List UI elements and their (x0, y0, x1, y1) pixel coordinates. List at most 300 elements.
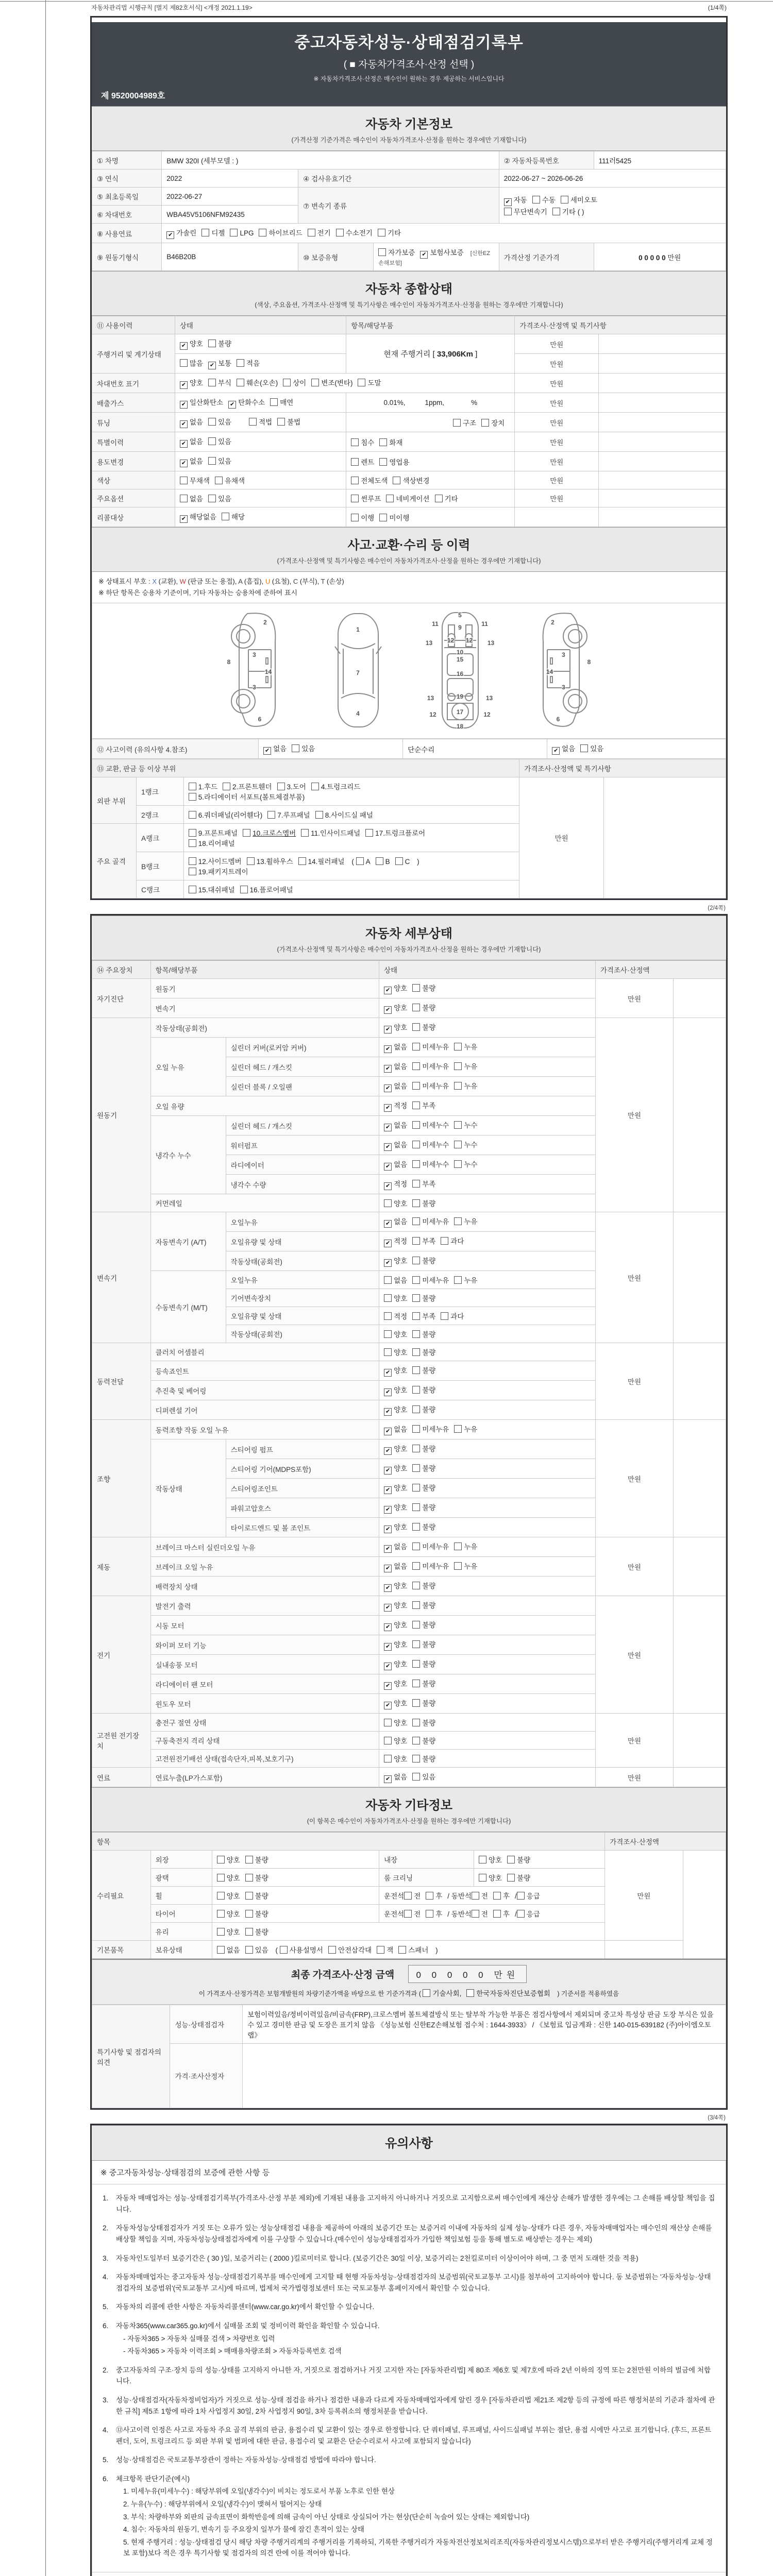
checkbox-checked[interactable]: ✔ (263, 747, 271, 755)
checkbox-unchecked[interactable] (217, 1946, 225, 1954)
checkbox-unchecked[interactable] (270, 398, 278, 406)
checkbox-checked[interactable]: ✔ (384, 1604, 392, 1612)
checkbox-unchecked[interactable] (412, 1601, 420, 1609)
checkbox-label: 미세누유 (422, 1563, 449, 1571)
checkbox-unchecked[interactable] (454, 1062, 462, 1070)
checkbox-unchecked[interactable] (308, 229, 315, 236)
table-cell (379, 1307, 596, 1325)
checkbox-checked[interactable]: ✔ (180, 515, 188, 523)
table-cell: 만원 (515, 374, 599, 393)
checkbox-unchecked[interactable] (552, 208, 560, 215)
checkbox-checked[interactable]: ✔ (384, 1388, 392, 1396)
checkbox-unchecked[interactable] (351, 458, 359, 466)
checkbox-unchecked[interactable] (412, 1680, 420, 1687)
checkbox-option (351, 456, 374, 467)
checkbox-unchecked[interactable] (479, 1856, 486, 1863)
table-row (92, 224, 726, 243)
checkbox-checked[interactable]: ✔ (228, 401, 236, 409)
checkbox-checked[interactable]: ✔ (384, 1045, 392, 1053)
checkbox-unchecked[interactable] (395, 857, 403, 865)
checkbox-checked[interactable]: ✔ (384, 1467, 392, 1475)
checkbox-checked[interactable]: ✔ (384, 1565, 392, 1572)
checkbox-unchecked[interactable] (180, 359, 188, 367)
checkbox-unchecked[interactable] (453, 419, 461, 427)
table-cell (379, 1289, 596, 1307)
checkbox-option (217, 1854, 240, 1865)
checkbox-label: 응급 (526, 1910, 540, 1919)
checkbox-unchecked[interactable] (412, 1484, 420, 1492)
checkbox-unchecked[interactable] (412, 1141, 420, 1148)
checkbox-unchecked[interactable] (412, 1562, 420, 1570)
checkbox-unchecked[interactable] (384, 1312, 392, 1320)
checkbox-unchecked[interactable] (351, 495, 359, 502)
checkbox-unchecked[interactable] (412, 1348, 420, 1356)
checkbox-unchecked[interactable] (189, 839, 196, 847)
checkbox-unchecked[interactable] (280, 1946, 288, 1954)
checkbox-label: 일산화탄소 (189, 399, 224, 406)
table-cell: 파워고압호스 (226, 1498, 379, 1518)
checkbox-unchecked[interactable] (532, 196, 540, 204)
checkbox-unchecked[interactable] (426, 1892, 433, 1900)
notice-a-list (92, 2184, 726, 2572)
checkbox-unchecked[interactable] (217, 1856, 225, 1863)
checkbox-unchecked[interactable] (358, 379, 365, 386)
checkbox-unchecked[interactable] (412, 1582, 420, 1589)
checkbox-label: 훼손(오손) (246, 379, 278, 387)
checkbox-checked[interactable]: ✔ (384, 1259, 392, 1267)
checkbox-checked[interactable]: ✔ (180, 401, 188, 409)
checkbox-checked[interactable]: ✔ (384, 1369, 392, 1377)
checkbox-unchecked[interactable] (315, 811, 323, 819)
checkbox-unchecked[interactable] (384, 1199, 392, 1207)
checkbox-unchecked[interactable] (412, 1543, 420, 1550)
checkbox-unchecked[interactable] (412, 1366, 420, 1374)
checkbox-unchecked[interactable] (412, 1386, 420, 1394)
checkbox-checked[interactable]: ✔ (180, 342, 188, 350)
checkbox-label: 양호 (394, 1331, 408, 1339)
checkbox-unchecked[interactable] (208, 340, 216, 347)
checkbox-checked[interactable]: ✔ (384, 1220, 392, 1228)
table-cell (183, 824, 519, 852)
notice-item-text: 자동차매매업자는 중고자동차 성능·상태점검기록부를 매수인에게 고지할 때 현행 자동차성능·상태점검자의 보증범위(국토교통부 고시)를 첨부하여 고지하여야 합니다. 동 보증범위는 '자동차성능·상태점검자의 보증범위'(국토교통부 고시)에 따르며, 법제처 국가법령정보센터 또는 국토교통부 홈페이지에서 확인할 수 있습니다. (116, 2273, 711, 2292)
table-cell (605, 1941, 683, 1959)
checkbox-option (384, 1521, 407, 1533)
checkbox-unchecked[interactable] (493, 1910, 501, 1918)
checkbox-unchecked[interactable] (454, 1276, 462, 1284)
checkbox-unchecked[interactable] (351, 438, 359, 446)
table-cell: 동력전달 (92, 1343, 151, 1420)
table-cell (379, 1251, 596, 1271)
checkbox-unchecked[interactable] (412, 1464, 420, 1472)
checkbox-unchecked[interactable] (189, 783, 196, 790)
checkbox-unchecked[interactable] (393, 477, 400, 484)
checkbox-unchecked[interactable] (466, 1989, 474, 1997)
table-cell: 실내송풍 모터 (150, 1655, 379, 1674)
text: A (238, 578, 243, 585)
table-row (92, 1596, 726, 1616)
checkbox-unchecked[interactable] (454, 1043, 462, 1050)
checkbox-unchecked[interactable] (479, 1874, 486, 1882)
checkbox-unchecked[interactable] (412, 1312, 420, 1320)
table-row (92, 316, 726, 334)
diagram-part-number: 3 (253, 683, 256, 691)
checkbox-unchecked[interactable] (412, 1737, 420, 1744)
checkbox-checked[interactable]: ✔ (384, 1240, 392, 1247)
checkbox-unchecked[interactable] (230, 229, 238, 236)
checkbox-label: 불량 (255, 1856, 268, 1865)
checkbox-unchecked[interactable] (493, 1892, 501, 1900)
checkbox-unchecked[interactable] (336, 229, 344, 236)
checkbox-unchecked[interactable] (356, 857, 364, 865)
checkbox-unchecked[interactable] (351, 514, 359, 521)
checkbox-unchecked[interactable] (377, 1946, 384, 1954)
text: % (471, 399, 478, 406)
checkbox-unchecked[interactable] (517, 1892, 525, 1900)
checkbox-unchecked[interactable] (247, 857, 255, 865)
checkbox-unchecked[interactable] (384, 1755, 392, 1762)
checkbox-unchecked[interactable] (412, 1755, 420, 1762)
checkbox-unchecked[interactable] (379, 514, 387, 521)
checkbox-option (412, 1216, 449, 1226)
checkbox-checked[interactable]: ✔ (384, 1124, 392, 1131)
checkbox-unchecked[interactable] (267, 811, 275, 819)
table-row (92, 739, 726, 759)
checkbox-unchecked[interactable] (208, 379, 216, 386)
checkbox-unchecked[interactable] (208, 495, 216, 502)
checkbox-option (180, 416, 203, 428)
checkbox-unchecked[interactable] (398, 1946, 406, 1954)
checkbox-checked[interactable]: ✔ (384, 1643, 392, 1651)
checkbox-unchecked[interactable] (412, 1004, 420, 1011)
checkbox-unchecked[interactable] (379, 438, 387, 446)
checkbox-checked[interactable]: ✔ (384, 1163, 392, 1171)
table-cell: 오일누유 (226, 1271, 379, 1289)
table-cell (379, 1096, 596, 1116)
checkbox-checked[interactable]: ✔ (166, 231, 174, 239)
table-cell: 냉각수 누수 (150, 1116, 226, 1194)
text: / 동반석 (447, 1910, 472, 1919)
checkbox-unchecked[interactable] (180, 495, 188, 502)
checkbox-label: 2.프론트휀더 (232, 783, 272, 791)
checkbox-option (377, 1944, 393, 1955)
table-cell: 만원 (515, 334, 599, 354)
checkbox-unchecked[interactable] (517, 1910, 525, 1918)
table-cell: 만원 (515, 432, 599, 452)
checkbox-unchecked[interactable] (412, 1425, 420, 1433)
checkbox-unchecked[interactable] (454, 1082, 462, 1090)
checkbox-unchecked[interactable] (245, 1856, 253, 1863)
checkbox-label: 미세누유 (422, 1543, 449, 1551)
checkbox-checked[interactable]: ✔ (384, 1065, 392, 1073)
checkbox-checked[interactable]: ✔ (384, 1408, 392, 1416)
checkbox-unchecked[interactable] (217, 1910, 225, 1918)
checkbox-option (189, 827, 238, 838)
checkbox-unchecked[interactable] (580, 744, 588, 752)
checkbox-unchecked[interactable] (454, 1217, 462, 1225)
table-cell: 외장 (150, 1851, 212, 1869)
checkbox-unchecked[interactable] (378, 248, 386, 256)
checkbox-option (412, 1521, 435, 1532)
checkbox-unchecked[interactable] (189, 811, 196, 819)
checkbox-unchecked[interactable] (384, 1737, 392, 1744)
table-cell (346, 334, 515, 374)
checkbox-unchecked[interactable] (412, 1773, 420, 1781)
checkbox-unchecked[interactable] (441, 1312, 448, 1320)
checkbox-label: 적정 (394, 1180, 408, 1189)
checkbox-unchecked[interactable] (277, 783, 285, 790)
checkbox-checked[interactable]: ✔ (420, 251, 428, 259)
checkbox-label: 화재 (389, 438, 403, 447)
checkbox-unchecked[interactable] (412, 1043, 420, 1050)
checkbox-unchecked[interactable] (412, 984, 420, 992)
table-cell (379, 1343, 596, 1361)
checkbox-unchecked[interactable] (386, 495, 394, 502)
checkbox-unchecked[interactable] (215, 477, 223, 484)
checkbox-unchecked[interactable] (245, 1928, 253, 1936)
checkbox-unchecked[interactable] (412, 1257, 420, 1264)
checkbox-unchecked[interactable] (412, 1699, 420, 1707)
checkbox-unchecked[interactable] (277, 418, 285, 426)
checkbox-unchecked[interactable] (454, 1425, 462, 1433)
checkbox-unchecked[interactable] (412, 1660, 420, 1668)
checkbox-checked[interactable]: ✔ (552, 747, 560, 755)
checkbox-label: 불량 (517, 1874, 531, 1883)
checkbox-label: 보통 (217, 360, 232, 367)
diagram-part-number: 9 (458, 623, 462, 631)
checkbox-unchecked[interactable] (472, 1910, 479, 1918)
checkbox-option (365, 827, 425, 838)
section-accident-title: 사고·교환·수리 등 이력 (347, 538, 470, 552)
table-cell (243, 2044, 726, 2108)
checkbox-unchecked[interactable] (237, 359, 244, 367)
checkbox-unchecked[interactable] (412, 1199, 420, 1207)
checkbox-unchecked[interactable] (298, 857, 306, 865)
checkbox-checked[interactable]: ✔ (180, 440, 188, 448)
table-cell: 만원 (595, 1537, 673, 1596)
checkbox-unchecked[interactable] (423, 1989, 430, 1997)
checkbox-unchecked[interactable] (292, 744, 299, 752)
checkbox-unchecked[interactable] (376, 857, 383, 865)
checkbox-checked[interactable]: ✔ (180, 420, 188, 428)
checkbox-unchecked[interactable] (412, 1640, 420, 1648)
checkbox-label: 미세누유 (422, 1277, 449, 1285)
checkbox-option (384, 1080, 407, 1092)
table-cell: 수동변속기 (M/T) (150, 1271, 226, 1343)
checkbox-unchecked[interactable] (208, 437, 216, 445)
checkbox-unchecked[interactable] (249, 418, 257, 426)
table-cell (379, 1905, 605, 1923)
checkbox-checked[interactable]: ✔ (384, 1623, 392, 1631)
checkbox-unchecked[interactable] (435, 495, 443, 502)
checkbox-unchecked[interactable] (454, 1543, 462, 1550)
checkbox-checked[interactable]: ✔ (384, 1775, 392, 1783)
checkbox-unchecked[interactable] (412, 1621, 420, 1629)
checkbox-checked[interactable]: ✔ (384, 1702, 392, 1709)
checkbox-label: 있음 (217, 495, 232, 503)
checkbox-unchecked[interactable] (351, 477, 359, 484)
checkbox-unchecked[interactable] (259, 229, 266, 236)
checkbox-unchecked[interactable] (441, 1237, 448, 1245)
checkbox-unchecked[interactable] (561, 196, 568, 204)
checkbox-unchecked[interactable] (412, 1719, 420, 1726)
checkbox-checked[interactable]: ✔ (384, 1026, 392, 1033)
checkbox-unchecked[interactable] (384, 1330, 392, 1338)
checkbox-unchecked[interactable] (507, 1856, 515, 1863)
checkbox-unchecked[interactable] (384, 1719, 392, 1726)
checkbox-unchecked[interactable] (384, 1348, 392, 1356)
checkbox-unchecked[interactable] (412, 1160, 420, 1168)
checkbox-unchecked[interactable] (245, 1892, 253, 1900)
checkbox-unchecked[interactable] (180, 477, 188, 484)
checkbox-checked[interactable]: ✔ (384, 1506, 392, 1514)
checkbox-unchecked[interactable] (222, 513, 229, 520)
checkbox-unchecked[interactable] (245, 1874, 253, 1882)
checkbox-unchecked[interactable] (223, 783, 230, 790)
checkbox-unchecked[interactable] (189, 829, 196, 837)
checkbox-checked[interactable]: ✔ (384, 1428, 392, 1435)
checkbox-unchecked[interactable] (507, 1874, 515, 1882)
checkbox-unchecked[interactable] (412, 1405, 420, 1413)
diagram-part-number: 14 (546, 668, 553, 675)
checkbox-checked[interactable]: ✔ (384, 1447, 392, 1455)
checkbox-checked[interactable]: ✔ (384, 1545, 392, 1553)
checkbox-option (412, 1347, 435, 1357)
checkbox-unchecked[interactable] (504, 208, 512, 215)
checkbox-checked[interactable]: ✔ (384, 1486, 392, 1494)
table-cell: 윈도우 모터 (150, 1694, 379, 1714)
checkbox-unchecked[interactable] (404, 1910, 412, 1918)
checkbox-label: 불량 (422, 1680, 436, 1688)
checkbox-option (412, 982, 435, 993)
checkbox-label: 없음 (189, 457, 203, 465)
checkbox-unchecked[interactable] (454, 1562, 462, 1570)
table-row (92, 961, 726, 979)
checkbox-checked[interactable]: ✔ (384, 987, 392, 994)
checkbox-checked[interactable]: ✔ (384, 1663, 392, 1670)
checkbox-unchecked[interactable] (208, 418, 216, 426)
table-cell: 연료누출(LP가스포함) (150, 1768, 379, 1787)
checkbox-unchecked[interactable] (426, 1910, 433, 1918)
text: ) 기준서를 적용하였음 (555, 1990, 619, 1998)
checkbox-unchecked[interactable] (189, 793, 196, 801)
checkbox-label: 양호 (488, 1874, 502, 1883)
checkbox-unchecked[interactable] (328, 1946, 336, 1954)
checkbox-label: 양호 (394, 1367, 408, 1375)
checkbox-unchecked[interactable] (237, 379, 244, 386)
checkbox-unchecked[interactable] (208, 457, 216, 465)
checkbox-label: 없음 (189, 418, 203, 426)
checkbox-unchecked[interactable] (311, 783, 319, 790)
checkbox-checked[interactable]: ✔ (384, 1006, 392, 1014)
checkbox-unchecked[interactable] (454, 1121, 462, 1129)
checkbox-unchecked[interactable] (404, 1892, 412, 1900)
checkbox-unchecked[interactable] (283, 379, 291, 386)
checkbox-unchecked[interactable] (412, 1276, 420, 1284)
notice-item (103, 2365, 715, 2387)
text: [신한EZ손해보험] (378, 250, 491, 266)
checkbox-unchecked[interactable] (412, 1180, 420, 1188)
table-cell (599, 452, 726, 471)
checkbox-unchecked[interactable] (384, 1276, 392, 1284)
notice-item (103, 2272, 715, 2294)
text: 33,906Km (436, 350, 473, 359)
checkbox-unchecked[interactable] (311, 379, 319, 386)
checkbox-checked[interactable]: ✔ (384, 1584, 392, 1592)
checkbox-unchecked[interactable] (379, 458, 387, 466)
checkbox-checked[interactable]: ✔ (384, 1084, 392, 1092)
checkbox-checked[interactable]: ✔ (384, 1526, 392, 1533)
checkbox-unchecked[interactable] (412, 1023, 420, 1031)
checkbox-unchecked[interactable] (189, 886, 196, 893)
checkbox-unchecked[interactable] (189, 868, 196, 875)
checkbox-unchecked[interactable] (412, 1294, 420, 1302)
table-cell (683, 1851, 726, 1959)
checkbox-unchecked[interactable] (384, 1294, 392, 1302)
checkbox-unchecked[interactable] (412, 1121, 420, 1129)
checkbox-label: 불량 (422, 1406, 436, 1414)
checkbox-unchecked[interactable] (412, 1237, 420, 1245)
checkbox-unchecked[interactable] (412, 1330, 420, 1338)
section-accident-note: (가격조사·산정액 및 특기사항은 매수인이 자동차가격조사·산정을 원하는 경우에만 기재합니다) (277, 557, 541, 565)
checkbox-option (384, 1561, 407, 1572)
checkbox-unchecked[interactable] (201, 229, 209, 236)
checkbox-unchecked[interactable] (412, 1217, 420, 1225)
checkbox-checked[interactable]: ✔ (504, 198, 512, 206)
checkbox-label: 5.라디에이터 서포트(볼트체결부품) (198, 793, 305, 802)
table-row (92, 413, 726, 432)
checkbox-option (453, 417, 476, 428)
checkbox-unchecked[interactable] (472, 1892, 479, 1900)
checkbox-checked[interactable]: ✔ (384, 1182, 392, 1190)
checkbox-checked[interactable]: ✔ (180, 381, 188, 389)
checkbox-unchecked[interactable] (301, 829, 309, 837)
checkbox-checked[interactable]: ✔ (180, 460, 188, 467)
checkbox-checked[interactable]: ✔ (384, 1143, 392, 1151)
table-cell: 보유상태 (150, 1941, 212, 1959)
checkbox-unchecked[interactable] (412, 1445, 420, 1452)
checkbox-label: 과다 (450, 1313, 464, 1321)
checkbox-unchecked[interactable] (240, 886, 248, 893)
checkbox-checked[interactable]: ✔ (208, 362, 216, 369)
checkbox-option (249, 416, 272, 427)
checkbox-checked[interactable]: ✔ (384, 1104, 392, 1112)
checkbox-unchecked[interactable] (412, 1082, 420, 1090)
checkbox-unchecked[interactable] (454, 1160, 462, 1168)
checkbox-checked[interactable]: ✔ (384, 1682, 392, 1690)
checkbox-unchecked[interactable] (217, 1928, 225, 1936)
checkbox-unchecked[interactable] (217, 1892, 225, 1900)
checkbox-unchecked[interactable] (454, 1141, 462, 1148)
table-cell (374, 243, 499, 271)
checkbox-unchecked[interactable] (245, 1946, 253, 1954)
checkbox-label: 9.프론트패널 (198, 829, 238, 838)
checkbox-unchecked[interactable] (412, 1503, 420, 1511)
diagram-part-number: 11 (481, 620, 488, 628)
checkbox-unchecked[interactable] (217, 1874, 225, 1882)
checkbox-unchecked[interactable] (365, 829, 373, 837)
checkbox-unchecked[interactable] (378, 229, 385, 236)
checkbox-unchecked[interactable] (243, 829, 250, 837)
checkbox-unchecked[interactable] (412, 1101, 420, 1109)
checkbox-option (384, 1619, 407, 1631)
checkbox-label: 불량 (422, 1386, 436, 1395)
checkbox-unchecked[interactable] (189, 857, 196, 865)
checkbox-unchecked[interactable] (412, 1523, 420, 1531)
checkbox-unchecked[interactable] (245, 1910, 253, 1918)
checkbox-option (384, 1423, 407, 1435)
checkbox-unchecked[interactable] (481, 419, 489, 427)
checkbox-unchecked[interactable] (412, 1062, 420, 1070)
